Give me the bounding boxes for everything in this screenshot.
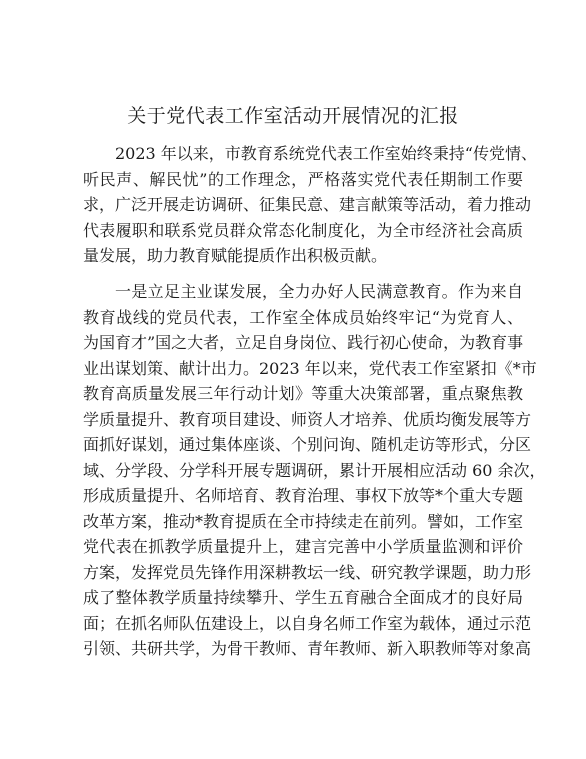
paragraph-line: 改革方案，推动*教育提质在全市持续走在前列。譬如，工作室 <box>83 511 524 531</box>
paragraph-line: 量发展，助力教育赋能提质作出积极贡献。 <box>83 246 388 265</box>
paragraph-line: 形成质量提升、名师培育、教育治理、事权下放等*个重大专题 <box>83 486 524 505</box>
paragraph-line: 求，广泛开展走访调研、征集民意、建言献策等活动，着力推动 <box>83 195 532 214</box>
paragraph-line: 教育战线的党员代表，工作室全体成员始终牢记“为党育人、 <box>83 307 523 327</box>
paragraph-line: 面；在抓名师队伍建设上，以自身名师工作室为载体，通过示范 <box>83 613 532 633</box>
document-title: 关于党代表工作室活动开展情况的汇报 <box>127 105 459 127</box>
paragraph-line: 学质量提升、教育项目建设、师资人才培养、优质均衡发展等方 <box>83 409 532 429</box>
paragraph-line: 为国育才”国之大者，立足自身岗位、践行初心使命，为教育事 <box>83 333 524 352</box>
paragraph-line: 一是立足主业谋发展，全力办好人民满意教育。作为来自 <box>115 282 523 301</box>
paragraph-intro <box>83 141 537 269</box>
paragraph-line: 面抓好谋划，通过集体座谈、个别问询、随机走访等形式，分区 <box>83 435 532 454</box>
paragraph-line: 引领、共研共学，为骨干教师、青年教师、新入职教师等对象高 <box>83 639 532 658</box>
paragraph-line: 代表履职和联系党员群众常态化制度化，为全市经济社会高质 <box>83 220 523 240</box>
paragraph-line: 方案，发挥党员先锋作用深耕教坛一线、研究教学课题，助力形 <box>83 562 532 582</box>
paragraph-section-one <box>83 279 546 662</box>
paragraph-line: 业出谋划策、献计出力。2023 年以来，党代表工作室紧扣《*市 <box>83 358 537 378</box>
paragraph-line: 2023 年以来，市教育系统党代表工作室始终秉持“传党情、 <box>115 144 537 163</box>
paragraph-line: 教育高质量发展三年行动计划》等重大决策部署，重点聚焦教 <box>83 384 523 403</box>
paragraph-line: 成了整体教学质量持续攀升、学生五育融合全面成才的良好局 <box>83 588 523 607</box>
paragraph-line: 域、分学段、分学科开展专题调研，累计开展相应活动 60 余次， <box>83 460 546 480</box>
paragraph-line: 党代表在抓教学质量提升上，建言完善中小学质量监测和评价 <box>83 537 523 556</box>
paragraph-line: 听民声、解民忧”的工作理念，严格落实党代表任期制工作要 <box>83 169 523 189</box>
